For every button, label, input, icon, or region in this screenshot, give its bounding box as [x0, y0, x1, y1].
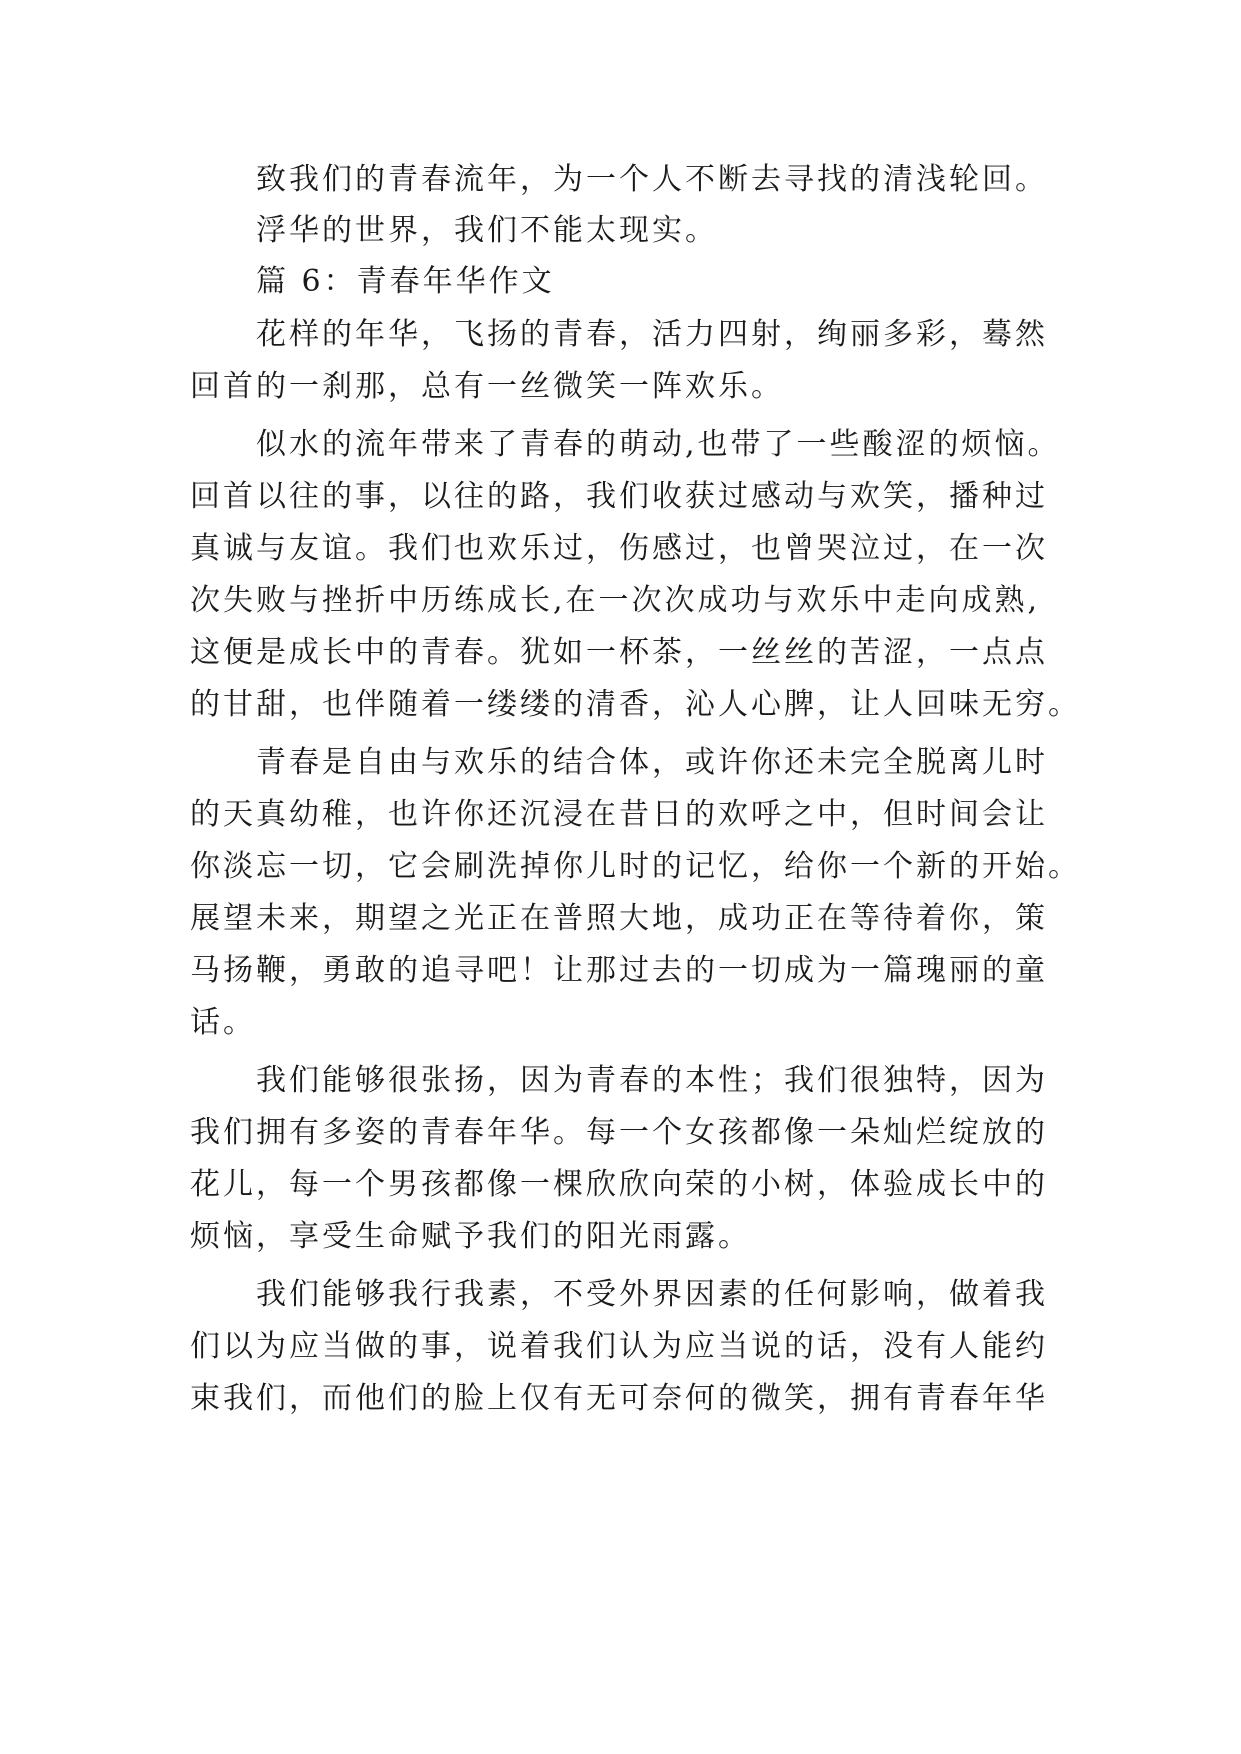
text-line: 回首的一刹那，总有一丝微笑一阵欢乐。 [190, 369, 784, 404]
text-line: 青春是自由与欢乐的结合体，或许你还未完全脱离儿时 [256, 745, 1048, 780]
text-line: 束我们，而他们的脸上仅有无可奈何的微笑，拥有青春年华 [190, 1381, 1048, 1416]
text-line: 致我们的青春流年，为一个人不断去寻找的清浅轮回。 [256, 162, 1048, 197]
text-line: 我们能够很张扬，因为青春的本性；我们很独特，因为 [256, 1063, 1048, 1098]
text-line: 花样的年华，飞扬的青春，活力四射，绚丽多彩，蓦然 [256, 317, 1048, 352]
text-line: 们以为应当做的事，说着我们认为应当说的话，没有人能约 [190, 1329, 1048, 1364]
text-line: 回首以往的事，以往的路，我们收获过感动与欢笑，播种过 [190, 479, 1048, 514]
text-line: 烦恼，享受生命赋予我们的阳光雨露。 [190, 1219, 751, 1254]
text-line: 次失败与挫折中历练成长,在一次次成功与欢乐中走向成熟, [190, 583, 1041, 618]
text-line: 浮华的世界，我们不能太现实。 [256, 213, 718, 248]
text-line: 展望未来，期望之光正在普照大地，成功正在等待着你，策 [190, 901, 1048, 936]
text-line: 花儿，每一个男孩都像一棵欣欣向荣的小树，体验成长中的 [190, 1167, 1048, 1202]
text-line: 我们能够我行我素，不受外界因素的任何影响，做着我 [256, 1277, 1048, 1312]
text-line: 你淡忘一切，它会刷洗掉你儿时的记忆，给你一个新的开始。 [190, 849, 1081, 884]
text-line: 我们拥有多姿的青春年华。每一个女孩都像一朵灿烂绽放的 [190, 1115, 1048, 1150]
text-line: 的甘甜，也伴随着一缕缕的清香，沁人心脾，让人回味无穷。 [190, 687, 1081, 722]
section-heading: 篇 6：青春年华作文 [256, 264, 555, 299]
text-line: 真诚与友谊。我们也欢乐过，伤感过，也曾哭泣过，在一次 [190, 531, 1048, 566]
text-line: 似水的流年带来了青春的萌动,也带了一些酸涩的烦恼。 [256, 427, 1061, 462]
text-line: 的天真幼稚，也许你还沉浸在昔日的欢呼之中，但时间会让 [190, 797, 1048, 832]
text-line: 马扬鞭，勇敢的追寻吧！让那过去的一切成为一篇瑰丽的童 [190, 953, 1048, 988]
text-line: 这便是成长中的青春。犹如一杯茶，一丝丝的苦涩，一点点 [190, 635, 1048, 670]
text-line: 话。 [190, 1005, 256, 1040]
